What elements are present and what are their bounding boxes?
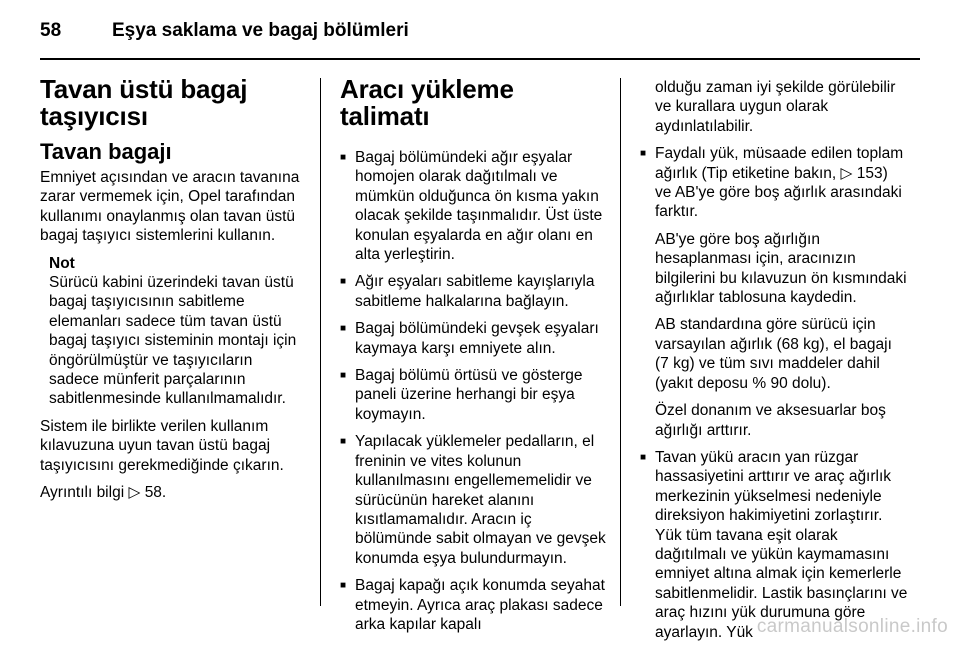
paragraph-default-weight: AB standardına göre sürücü için varsayılan ağırlık (68 kg), el bagajı (7 kg) ve tüm sıvı maddeler dahil (yakıt deposu % 90 dolu).	[655, 316, 892, 392]
list-item: ■ Bagaj bölümü örtüsü ve gösterge paneli üzerine herhangi bir eşya koymayın.	[340, 367, 583, 423]
reference-arrow-icon: ▷	[840, 164, 853, 182]
reference-arrow-icon: ▷	[128, 484, 141, 502]
loading-bullet-list	[340, 148, 606, 634]
roof-load-bullet-list	[640, 448, 908, 642]
bullet-square-icon: ■	[340, 152, 347, 163]
paragraph-roof-rack-intro: Emniyet açısından ve aracın tavanına zarar vermemek için, Opel tarafından kullanımı onaylanmış olan tavan üstü bagaj taşıyıcı sistemlerini kullanın.	[40, 169, 300, 245]
note-text: Sürücü kabini üzerindeki tavan üstü bagaj taşıyıcısının sabitleme elemanları sadece tüm tavan üstü bagaj taşıyıcı sisteminin montajı için öngörülmüştür ve taşıyıcıların sadece münferit parçalarının sabitlenmesinde kullanılmamalıdır.	[49, 274, 297, 408]
bullet-square-icon: ■	[340, 580, 347, 592]
payload-text-ref: 153) ve AB'ye göre boş ağırlık arasındaki farktır.	[655, 164, 902, 221]
bullet-square-icon: ■	[640, 451, 647, 463]
watermark: carmanualsonline.info	[756, 616, 948, 637]
list-item: ■ Bagaj bölümündeki gevşek eşyaları kaymaya karşı emniyete alın.	[340, 320, 599, 357]
list-item: ■ Yapılacak yüklemeler pedalların, el freninin ve vites kolunun kullanılmasını engellememelidir ve sürücünün hareket alanını kısıtlamamalıdır. Aracın iç bölümünde sabit olmayan ve gevşek konumda eşya bulundurmayın.	[340, 433, 606, 567]
paragraph-accessories: Özel donanım ve aksesuarlar boş ağırlığı arttırır.	[655, 402, 886, 439]
more-info-page-ref: 58.	[144, 484, 167, 502]
section-heading-loading: Aracı yükleme talimatı	[340, 74, 514, 131]
paragraph-manual-instructions: Sistem ile birlikte verilen kullanım kılavuzuna uyun tavan üstü bagaj taşıyıcısını gerekmediğinde çıkarın.	[40, 417, 284, 474]
subheading-roof-rack: Tavan bagajı	[40, 139, 172, 164]
bullet-square-icon: ■	[340, 276, 347, 288]
column-2	[340, 76, 606, 642]
bullet-square-icon: ■	[340, 323, 347, 335]
bullet-square-icon: ■	[340, 370, 347, 382]
note-box	[49, 254, 304, 409]
column-divider-2	[620, 78, 621, 606]
paragraph-more-info	[40, 483, 304, 502]
more-info-text: Ayrıntılı bilgi	[40, 484, 125, 502]
list-item: ■ Bagaj kapağı açık konumda seyahat etmeyin. Ayrıca araç plakası sadece arka kapılar kapalı	[340, 577, 605, 633]
column-divider-1	[320, 78, 321, 606]
section-heading-roof-rack: Tavan üstü bagaj taşıyıcısı	[40, 74, 248, 131]
load-bullet-list	[640, 144, 908, 222]
bullet-square-icon: ■	[640, 148, 647, 160]
chapter-title: Eşya saklama ve bagaj bölümleri	[112, 20, 409, 41]
header-rule	[40, 58, 920, 60]
list-item: ■ Bagaj bölümündeki ağır eşyalar homojen olarak dağıtılmalı ve mümkün olduğunca ön kısma yakın olacak şekilde taşınmalıdır. Üst üste konulan eşyalarda en ağır olanı en alta yerleştirin.	[340, 149, 603, 264]
continuation-text: olduğu zaman iyi şekilde görülebilir ve kurallara uygun olarak aydınlatılabilir.	[655, 79, 896, 135]
column-1	[40, 76, 304, 511]
note-title: Not	[49, 254, 75, 272]
list-item: ■ Ağır eşyaları sabitleme kayışlarıyla sabitleme halkalarına bağlayın.	[340, 273, 595, 310]
bullet-square-icon: ■	[340, 436, 347, 448]
column-3	[640, 78, 908, 650]
list-item: ■ Tavan yükü aracın yan rüzgar hassasiyetini arttırır ve araç ağırlık merkezinin yükselmesi nedeniyle direksiyon hakimiyetini zorlaştırır. Yük tüm tavana eşit olarak dağıtılmalı ve yükün kaymamasını emniyet altına almak için kemerlerle sabitlenmelidir. Lastik basınçlarını ve araç hızını yük durumuna göre ayarlayın. Yük	[640, 448, 908, 641]
list-item	[640, 144, 908, 222]
page-header	[40, 14, 920, 58]
page-number: 58	[40, 20, 62, 41]
payload-text: Faydalı yük, müsaade edilen toplam ağırlık (Tip etiketine bakın,	[655, 145, 904, 182]
paragraph-empty-weight-calc: AB'ye göre boş ağırlığın hesaplanması için, aracınızın bilgilerini bu kılavuzun ön kısmındaki ağırlıklar tablosuna kaydedin.	[655, 230, 907, 307]
